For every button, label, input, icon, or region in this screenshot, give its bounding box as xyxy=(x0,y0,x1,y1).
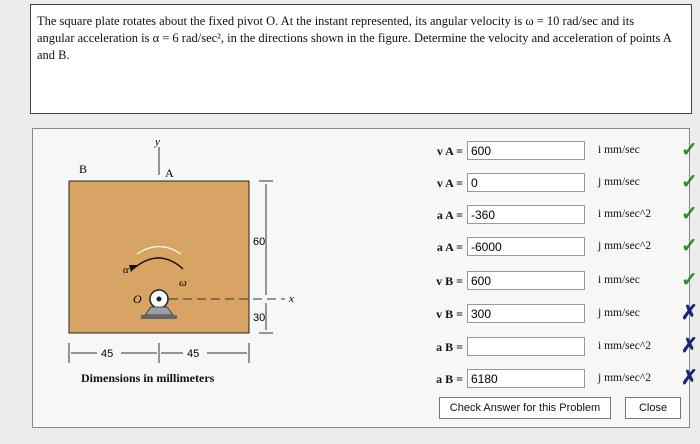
answer-input-vb-i[interactable] xyxy=(467,271,585,290)
answer-row xyxy=(363,203,698,227)
answer-input-va-i[interactable] xyxy=(467,141,585,160)
answer-row xyxy=(363,367,698,391)
dim-45-left-label: 45 xyxy=(101,348,114,360)
dim-45-right-label: 45 xyxy=(187,348,200,360)
answer-label: a A = xyxy=(436,240,463,254)
dim-30-label: 30 xyxy=(253,312,266,324)
answer-label: a A = xyxy=(436,208,463,222)
answer-label: v A = xyxy=(436,176,463,190)
answer-unit: i mm/sec^2 xyxy=(598,208,651,220)
answer-unit: j mm/sec^2 xyxy=(598,240,651,252)
answer-row xyxy=(363,139,698,163)
answer-input-va-j[interactable] xyxy=(467,173,585,192)
answer-row xyxy=(363,171,698,195)
check-icon: ✓ xyxy=(681,269,698,291)
pivot-base xyxy=(141,315,177,319)
point-b-label: B xyxy=(79,162,88,176)
check-icon: ✓ xyxy=(681,171,698,193)
answer-input-aa-j[interactable] xyxy=(467,237,585,256)
answer-label: a B = xyxy=(436,340,463,354)
check-answer-button[interactable]: Check Answer for this Problem xyxy=(439,397,611,419)
cross-icon: ✗ xyxy=(681,335,698,357)
close-button[interactable]: Close xyxy=(625,397,681,419)
answer-row xyxy=(363,335,698,359)
answer-unit: j mm/sec xyxy=(598,307,640,319)
answer-input-vb-j[interactable] xyxy=(467,304,585,323)
point-a-label: A xyxy=(165,166,174,180)
answer-unit: i mm/sec^2 xyxy=(598,340,651,352)
answer-label: a B = xyxy=(436,372,463,386)
answer-row xyxy=(363,302,698,326)
answer-label: v A = xyxy=(436,144,463,158)
dimensions-caption: Dimensions in millimeters xyxy=(81,371,215,385)
point-o-label: O xyxy=(133,292,142,306)
answer-unit: i mm/sec xyxy=(598,144,640,156)
problem-line-2: angular acceleration is α = 6 rad/sec², in the directions shown in the figure. Determine the velocity and acceleration of points A xyxy=(37,31,672,45)
check-icon: ✓ xyxy=(681,139,698,161)
answer-input-ab-i[interactable] xyxy=(467,337,585,356)
dim-60-label: 60 xyxy=(253,236,266,248)
y-axis-label: y xyxy=(155,136,160,148)
pivot-center xyxy=(157,297,162,302)
problem-line-1: The square plate rotates about the fixed pivot O. At the instant represented, its angular velocity is ω = 10 rad/sec and its xyxy=(37,14,635,28)
answer-row xyxy=(363,269,698,293)
answer-label: v B = xyxy=(436,307,463,321)
cross-icon: ✗ xyxy=(681,367,698,389)
answer-row xyxy=(363,235,698,259)
check-icon: ✓ xyxy=(681,235,698,257)
omega-label: ω xyxy=(179,277,187,289)
problem-line-3: and B. xyxy=(37,48,70,62)
problem-statement xyxy=(30,4,692,114)
problem-panel xyxy=(32,128,698,428)
answer-label: v B = xyxy=(436,274,463,288)
alpha-label: α xyxy=(123,264,129,276)
answer-input-ab-j[interactable] xyxy=(467,369,585,388)
answer-unit: i mm/sec xyxy=(598,274,640,286)
answer-unit: j mm/sec xyxy=(598,176,640,188)
check-icon: ✓ xyxy=(681,203,698,225)
answer-unit: j mm/sec^2 xyxy=(598,372,651,384)
x-axis-label: x xyxy=(289,293,294,305)
answer-input-aa-i[interactable] xyxy=(467,205,585,224)
cross-icon: ✗ xyxy=(681,302,698,324)
